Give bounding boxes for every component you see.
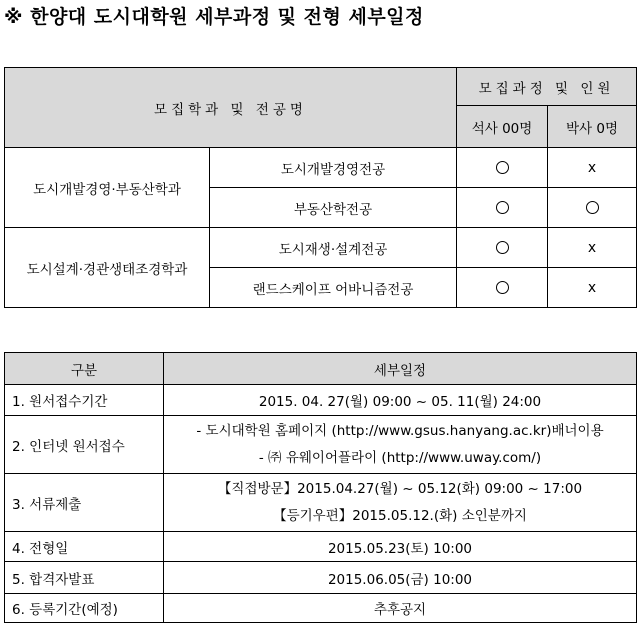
- detail-line: - 도시대학원 홈페이지 (http://www.gsus.hanyang.ac.kr)배너이용: [196, 422, 604, 439]
- schedule-category: 4. 전형일: [5, 532, 164, 562]
- doctoral-mark: [548, 228, 637, 268]
- schedule-table: [4, 352, 637, 623]
- major-name: 도시재생·설계전공: [210, 228, 457, 268]
- circle-mark-icon: [496, 201, 509, 214]
- schedule-detail: 2015.05.23(토) 10:00: [164, 532, 637, 562]
- major-name: 랜드스케이프 어바니즘전공: [210, 268, 457, 308]
- schedule-detail: 2015. 04. 27(월) 09:00 ~ 05. 11(월) 24:00: [164, 385, 637, 416]
- detail-line: 【등기우편】2015.05.12.(화) 소인분까지: [273, 507, 527, 524]
- circle-mark-icon: [496, 161, 509, 174]
- doctoral-mark: [548, 148, 637, 188]
- masters-mark: [457, 148, 548, 188]
- schedule-detail: 추후공지: [164, 594, 637, 623]
- major-name: 도시개발경영전공: [210, 148, 457, 188]
- schedule-detail: [164, 416, 637, 474]
- masters-mark: [457, 268, 548, 308]
- circle-mark-icon: [586, 201, 599, 214]
- masters-mark: [457, 188, 548, 228]
- schedule-category: 2. 인터넷 원서접수: [5, 416, 164, 474]
- header-course: 모집과정 및 인원: [457, 68, 637, 106]
- schedule-category: 3. 서류제출: [5, 474, 164, 532]
- schedule-category: 1. 원서접수기간: [5, 385, 164, 416]
- schedule-detail: 2015.06.05(금) 10:00: [164, 562, 637, 594]
- header-masters: 석사 00명: [457, 106, 548, 148]
- x-mark: x: [587, 279, 597, 296]
- page-title: ※ 한양대 도시대학원 세부과정 및 전형 세부일정: [4, 6, 424, 28]
- header-dept: 모집학과 및 전공명: [5, 68, 457, 148]
- doctoral-mark: [548, 188, 637, 228]
- header-doctoral: 박사 0명: [548, 106, 637, 148]
- header-category: 구분: [5, 353, 164, 385]
- dept-name: 도시개발경영·부동산학과: [5, 148, 210, 228]
- schedule-detail: [164, 474, 637, 532]
- masters-mark: [457, 228, 548, 268]
- doctoral-mark: [548, 268, 637, 308]
- x-mark: x: [587, 239, 597, 256]
- dept-name: 도시설계·경관생태조경학과: [5, 228, 210, 308]
- detail-line: - ㈜ 유웨이어플라이 (http://www.uway.com/): [258, 449, 542, 466]
- detail-line: 【직접방문】2015.04.27(월) ~ 05.12(화) 09:00 ~ 17:00: [217, 480, 583, 497]
- x-mark: x: [587, 159, 597, 176]
- circle-mark-icon: [496, 281, 509, 294]
- major-name: 부동산학전공: [210, 188, 457, 228]
- schedule-category: 6. 등록기간(예정): [5, 594, 164, 623]
- schedule-category: 5. 합격자발표: [5, 562, 164, 594]
- circle-mark-icon: [496, 241, 509, 254]
- program-table: [4, 67, 637, 308]
- header-detail: 세부일정: [164, 353, 637, 385]
